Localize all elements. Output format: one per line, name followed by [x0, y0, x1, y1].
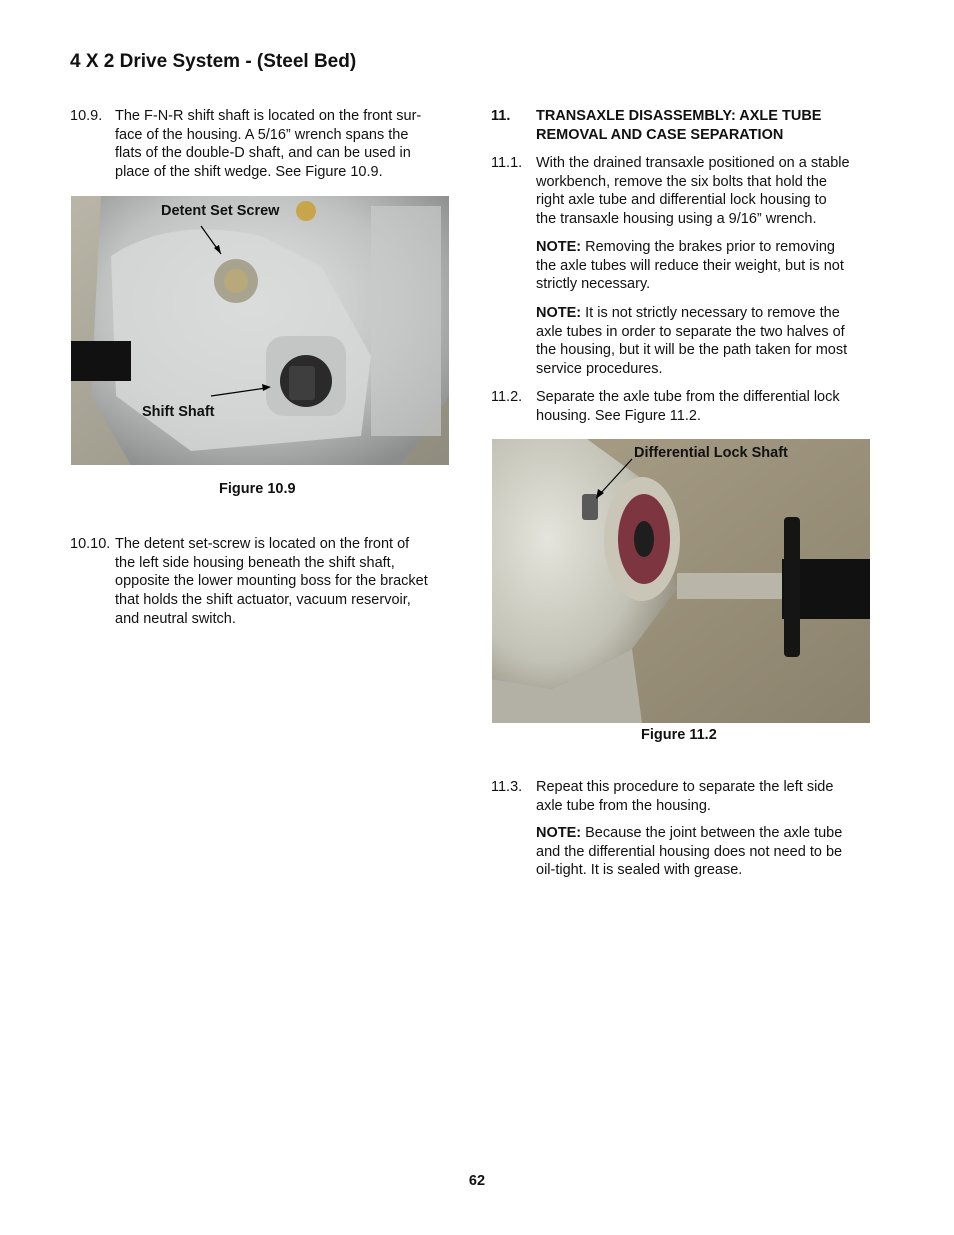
callout-differential-lock-shaft: Differential Lock Shaft — [634, 445, 788, 461]
text-line: right axle tube and differential lock housing to — [536, 192, 827, 209]
text-line: Separate the axle tube from the differential lock — [536, 389, 840, 405]
page-title: 4 X 2 Drive System - (Steel Bed) — [70, 51, 357, 72]
step-number: 11.1. — [491, 155, 523, 171]
figure-10-9-photo — [71, 196, 449, 465]
text-line — [536, 824, 876, 843]
step-number: 10.10. — [70, 536, 111, 552]
text-line: service procedures. — [536, 361, 663, 378]
text-line: the housing, but it will be the path taken for most — [536, 342, 848, 359]
step-10-9 — [70, 107, 450, 183]
note-text: Removing the brakes prior to removing — [581, 239, 835, 255]
note-brakes — [536, 238, 876, 294]
text-line: The detent set-screw is located on the front of — [115, 536, 410, 552]
figure-11-2-caption: Figure 11.2 — [641, 727, 717, 743]
step-number: 10.9. — [70, 108, 103, 124]
note-text: Because the joint between the axle tube — [581, 825, 843, 841]
note-label: NOTE: — [536, 825, 582, 841]
text-line: opposite the lower mounting boss for the bracket — [115, 573, 428, 590]
text-line: the left side housing beneath the shift shaft, — [115, 554, 395, 571]
text-line — [536, 304, 876, 323]
step-11-2 — [491, 388, 876, 428]
note-label: NOTE: — [536, 239, 582, 255]
step-11-1 — [491, 154, 876, 230]
text-line: axle tube from the housing. — [536, 797, 711, 814]
note-joint-grease — [536, 824, 876, 880]
text-line: flats of the double-D shaft, and can be used in — [115, 145, 411, 162]
text-line — [536, 238, 876, 257]
text-line: that holds the shift actuator, vacuum reservoir, — [115, 592, 411, 609]
text-line: and the differential housing does not need to be — [536, 843, 843, 860]
note-axle-tubes — [536, 304, 876, 379]
text-line: Repeat this procedure to separate the left side — [536, 779, 834, 795]
step-number: 11.3. — [491, 779, 523, 795]
step-number: 11.2. — [491, 389, 523, 405]
note-label: NOTE: — [536, 305, 582, 321]
heading-line: REMOVAL AND CASE SEPARATION — [536, 127, 784, 143]
text-line: and neutral switch. — [115, 610, 236, 627]
text-line: the axle tubes will reduce their weight, but is not — [536, 257, 844, 274]
text-line: workbench, remove the six bolts that hold the — [536, 173, 827, 190]
section-number: 11. — [491, 108, 511, 124]
text-line: strictly necessary. — [536, 276, 651, 293]
figure-11-2-photo — [492, 439, 870, 723]
text-line: place of the shift wedge. See Figure 10.9. — [115, 164, 383, 181]
text-line: the transaxle housing using a 9/16” wrench. — [536, 211, 817, 228]
text-line: face of the housing. A 5/16” wrench spans the — [115, 126, 409, 143]
text-line: axle tubes in order to separate the two halves of — [536, 323, 845, 340]
heading-line: TRANSAXLE DISASSEMBLY: AXLE TUBE — [536, 108, 822, 124]
page-number: 62 — [468, 1173, 486, 1189]
step-10-10 — [70, 535, 455, 629]
figure-10-9-caption: Figure 10.9 — [219, 481, 296, 497]
text-line: With the drained transaxle positioned on a stable — [536, 155, 850, 171]
section-heading-11 — [491, 107, 871, 147]
text-line: oil-tight. It is sealed with grease. — [536, 862, 743, 879]
text-line: housing. See Figure 11.2. — [536, 407, 701, 424]
callout-detent-set-screw: Detent Set Screw — [161, 203, 280, 219]
note-text: It is not strictly necessary to remove the — [581, 305, 840, 321]
step-11-3 — [491, 778, 876, 818]
text-line: The F-N-R shift shaft is located on the front sur- — [115, 108, 422, 124]
callout-shift-shaft: Shift Shaft — [142, 404, 215, 420]
